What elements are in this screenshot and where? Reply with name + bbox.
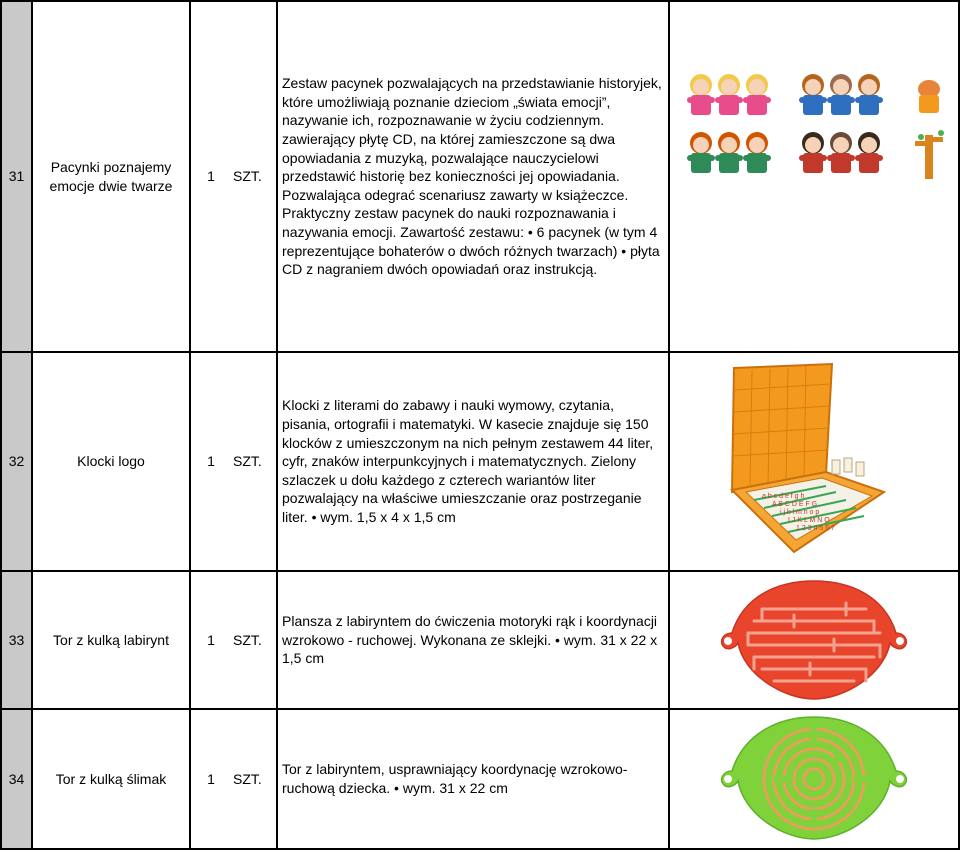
table-row <box>1 1 959 352</box>
row-number: 32 <box>1 352 32 571</box>
product-name: Tor z kulką labirynt <box>32 571 190 709</box>
svg-text:I J K L M N O: I J K L M N O <box>788 516 830 524</box>
product-name: Tor z kulką ślimak <box>32 709 190 849</box>
unit: SZT. <box>231 709 277 849</box>
green-maze-image <box>669 709 959 849</box>
product-description: Tor z labiryntem, usprawniający koordynację wzrokowo-ruchową dziecka. • wym. 31 x 22 cm <box>277 709 669 849</box>
table-row <box>1 709 959 849</box>
table-row <box>1 571 959 709</box>
quantity: 1 <box>190 571 231 709</box>
product-name: Klocki logo <box>32 352 190 571</box>
svg-text:i j k l m n o p: i j k l m n o p <box>780 508 820 516</box>
quantity: 1 <box>190 1 231 352</box>
quantity: 1 <box>190 709 231 849</box>
svg-text:a b c d e f g h: a b c d e f g h <box>762 492 805 500</box>
product-description: Zestaw pacynek pozwalających na przedstawianie historyjek, które umożliwiają poznanie dzieciom „świata emocji”, nazywanie ich, rozpoznawanie w życiu codziennym. zawierający płytę CD, na której zamieszczone są dwa opowiadania z muzyką, pozwalające nauczycielowi przedstawić historię bez konieczności jej opowiadania. Pozwalająca odegrać scenariusz zawarty w książeczce. Praktyczny zestaw pacynek do nauki rozpoznawania i nazywania emocji. Zawartość zestawu: • 6 pacynek (w tym 4 reprezentujące bohaterów o dwóch różnych twarzach) • płyta CD z nagraniem dwóch opowiadań oraz instrukcją. <box>277 1 669 352</box>
hand-puppets-photo <box>671 67 957 207</box>
product-name: Pacynki poznajemy emocje dwie twarze <box>32 1 190 352</box>
red-maze-board-photo <box>714 575 914 705</box>
row-number: 33 <box>1 571 32 709</box>
svg-text:1 2 3 4 5 6 7: 1 2 3 4 5 6 7 <box>796 524 835 532</box>
hand-puppets-image <box>669 1 959 352</box>
red-maze-image <box>669 571 959 709</box>
quantity: 1 <box>190 352 231 571</box>
letter-blocks-box-photo <box>714 362 914 562</box>
product-description: Klocki z literami do zabawy i nauki wymowy, czytania, pisania, ortografii i matematyki. W kasecie znajduje się 150 klocków z umieszczonym na nich pełnym zestawem 44 liter, cyfr, znaków interpunkcyjnych i matematycznych. Zielony szlaczek u dołu każdego z czterech wariantów liter pozwalający na właściwe umieszczanie oraz postrzeganie liter. • wym. 1,5 x 4 x 1,5 cm <box>277 352 669 571</box>
product-description: Plansza z labiryntem do ćwiczenia motoryki rąk i koordynacji wzrokowo - ruchowej. Wykonana ze sklejki. • wym. 31 x 22 x 1,5 cm <box>277 571 669 709</box>
row-number: 34 <box>1 709 32 849</box>
unit: SZT. <box>231 352 277 571</box>
letter-blocks-image <box>669 352 959 571</box>
table-row <box>1 352 959 571</box>
svg-text:A B C D E F G: A B C D E F G <box>772 500 818 508</box>
unit: SZT. <box>231 571 277 709</box>
unit: SZT. <box>231 1 277 352</box>
green-spiral-maze-photo <box>714 713 914 845</box>
row-number: 31 <box>1 1 32 352</box>
